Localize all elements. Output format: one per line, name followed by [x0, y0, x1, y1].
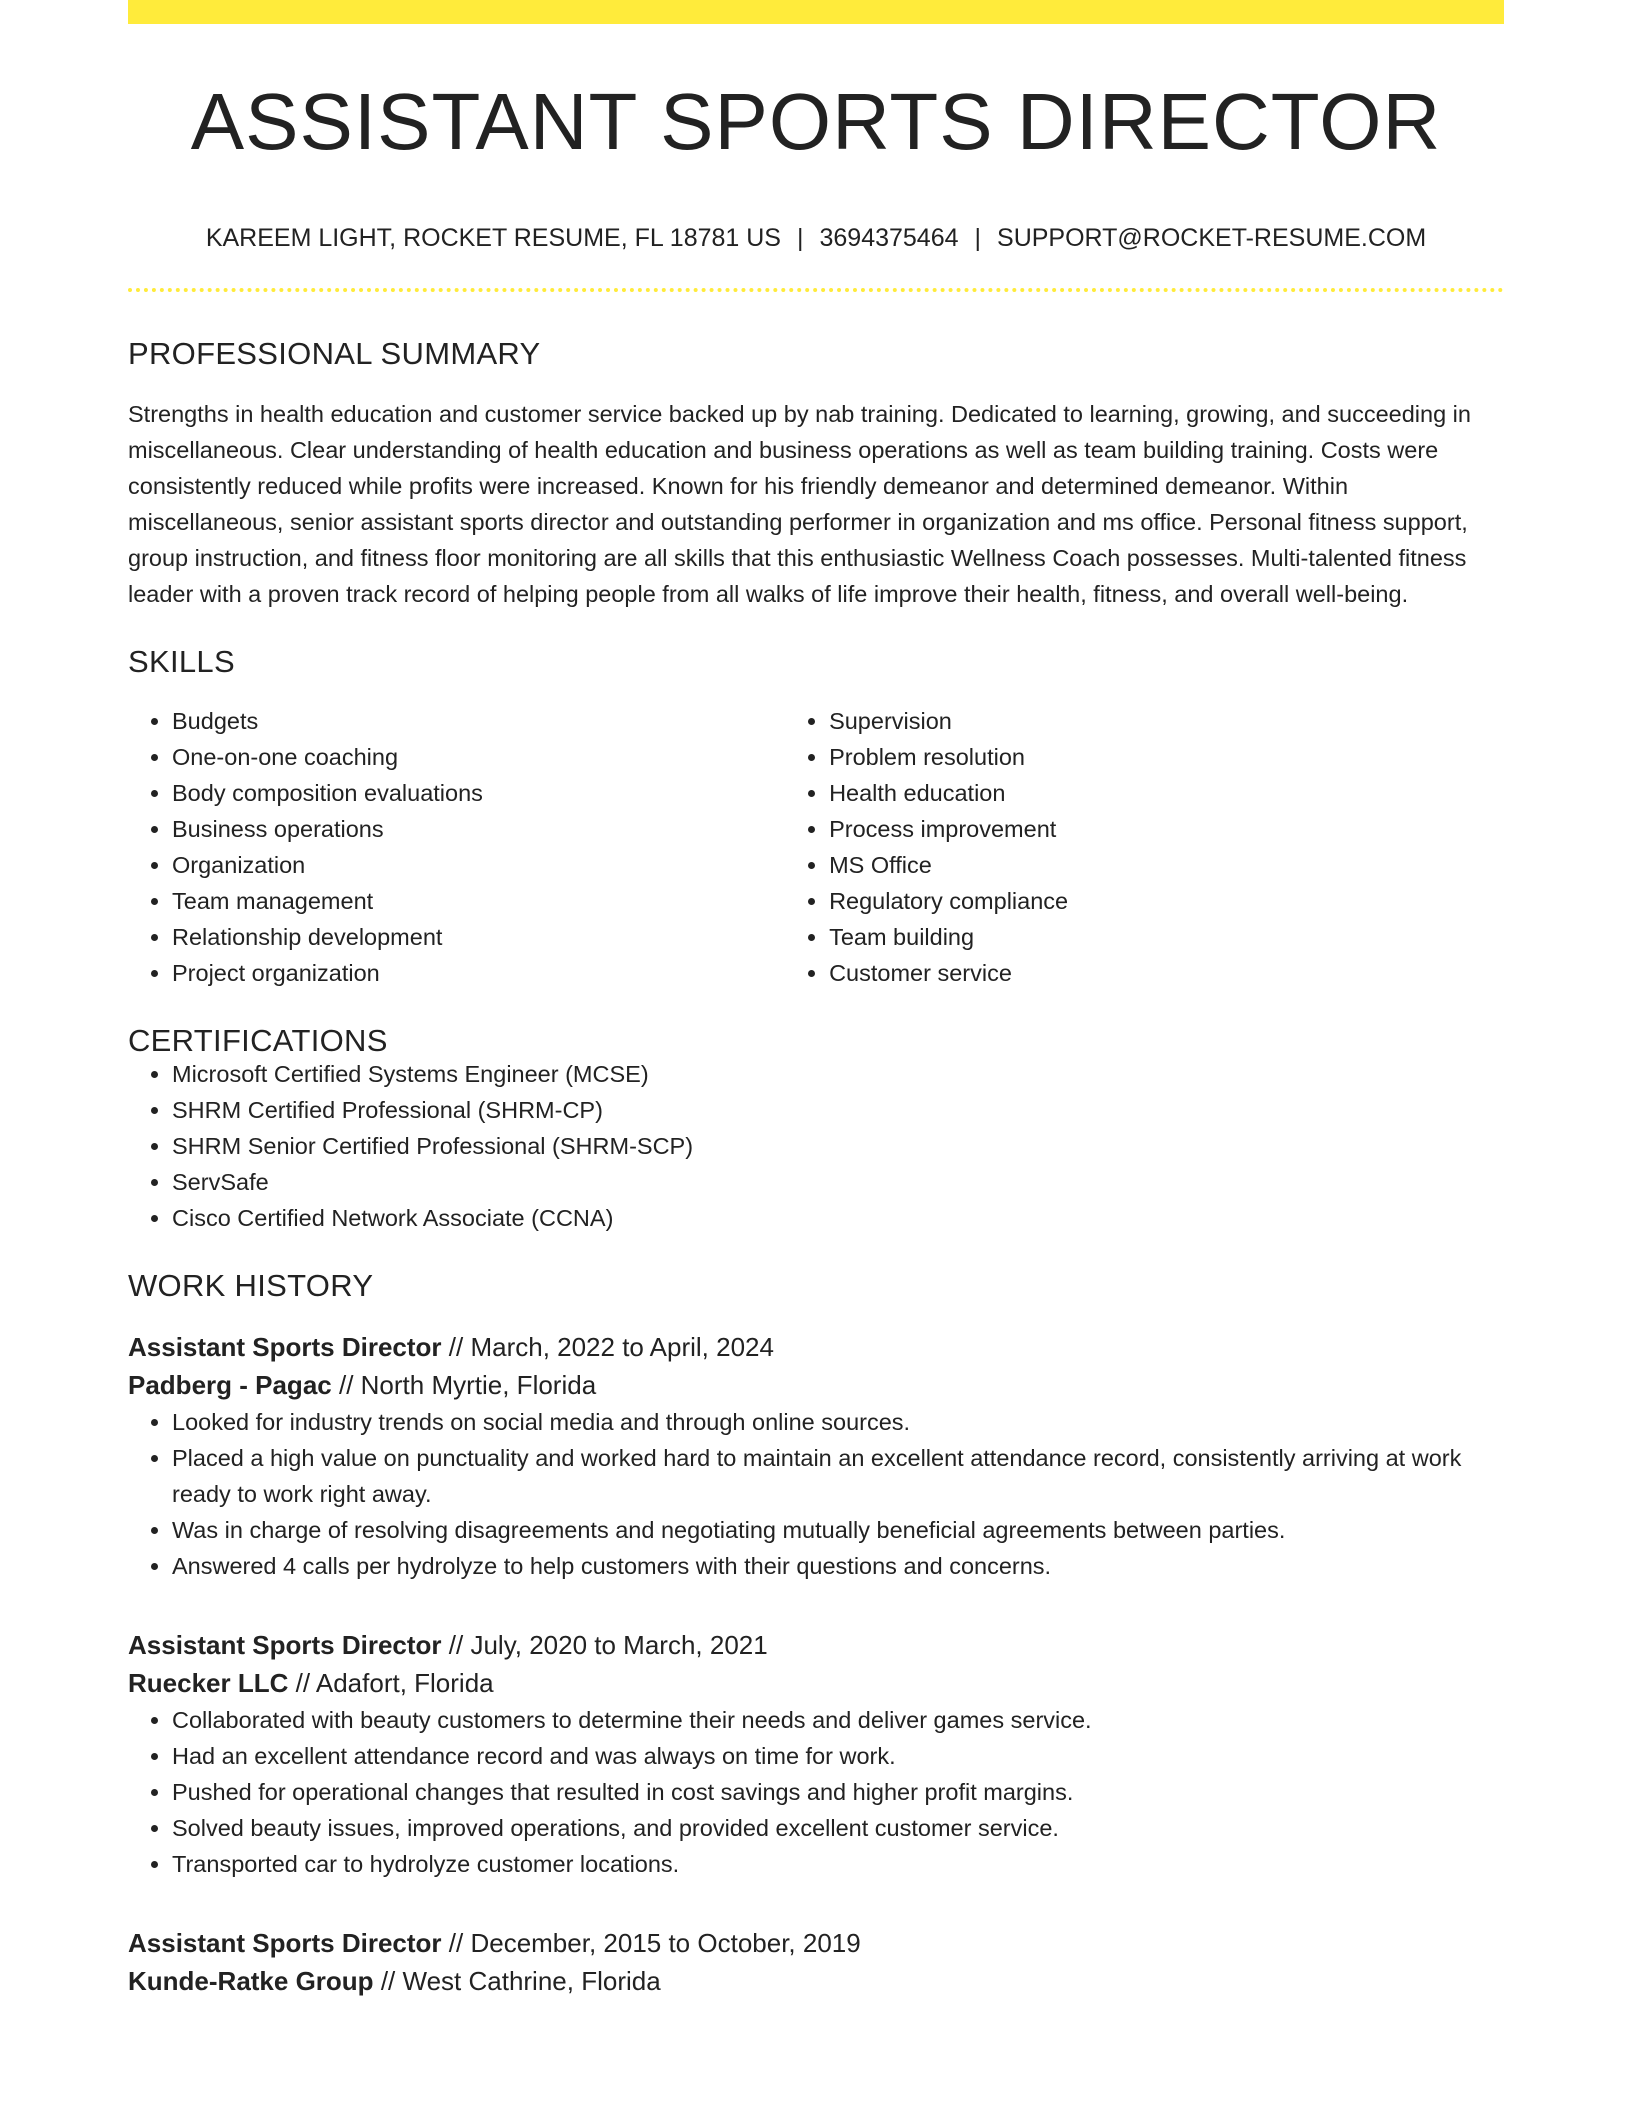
contact-phone: 3694375464 — [819, 224, 959, 252]
job-dates: July, 2020 to March, 2021 — [470, 1630, 768, 1660]
job-title-line — [128, 1924, 1504, 1962]
job-duty: • Answered 4 calls per hydrolyze to help customers with their questions and concerns. — [172, 1548, 1504, 1584]
date-separator: // — [448, 1630, 464, 1660]
job-dates: March, 2022 to April, 2024 — [470, 1332, 774, 1362]
job-company-line — [128, 1664, 1504, 1702]
job-company-line — [128, 1962, 1504, 2000]
contact-address: KAREEM LIGHT, ROCKET RESUME, FL 18781 US — [205, 224, 781, 252]
job-duty: • Had an excellent attendance record and was always on time for work. — [172, 1738, 1504, 1774]
certification-item: • SHRM Senior Certified Professional (SHRM-SCP) — [172, 1128, 1504, 1164]
summary-text: Strengths in health education and customer service backed up by nab training. Dedicated to learning, growing, and succeeding in miscellaneous. Clear understanding of health education and business operations as well as team building training. Costs were consistently reduced while profits were increased. Known for his friendly demeanor and determined demeanor. Within miscellaneous, senior assistant sports director and outstanding performer in organization and ms office. Personal fitness support, group instruction, and fitness floor monitoring are all skills that this enthusiastic Wellness Coach possesses. Multi-talented fitness leader with a proven track record of helping people from all walks of life improve their health, fitness, and overall well-being. — [128, 401, 1471, 607]
skill-item: • Project organization — [172, 955, 785, 991]
skill-item: • Process improvement — [829, 811, 1504, 847]
certifications-list — [128, 1056, 1504, 1236]
job-duty: • Collaborated with beauty customers to determine their needs and deliver games service. — [172, 1702, 1504, 1738]
job-entry — [128, 1626, 1504, 1882]
job-title-line — [128, 1328, 1504, 1366]
skill-item: • Team management — [172, 883, 785, 919]
job-duty: • Transported car to hydrolyze customer locations. — [172, 1846, 1504, 1882]
job-location: West Cathrine, Florida — [402, 1966, 661, 1996]
job-duties-list — [128, 1702, 1504, 1882]
job-duties-list — [128, 1404, 1504, 1584]
skill-item: • Problem resolution — [829, 739, 1504, 775]
page-title: ASSISTANT SPORTS DIRECTOR — [190, 77, 1442, 166]
skill-item: • Relationship development — [172, 919, 785, 955]
skill-item: • MS Office — [829, 847, 1504, 883]
job-company: Kunde-Ratke Group — [128, 1966, 374, 1996]
job-duty: • Looked for industry trends on social media and through online sources. — [172, 1404, 1504, 1440]
skills-left-list — [128, 703, 785, 991]
job-duty: • Solved beauty issues, improved operations, and provided excellent customer service. — [172, 1810, 1504, 1846]
job-company: Ruecker LLC — [128, 1668, 289, 1698]
skills-right-list — [785, 703, 1504, 991]
skills-heading: SKILLS — [128, 644, 235, 679]
summary-heading: PROFESSIONAL SUMMARY — [128, 336, 541, 371]
contact-separator: | — [796, 224, 804, 252]
certification-item: • ServSafe — [172, 1164, 1504, 1200]
job-title: Assistant Sports Director — [128, 1332, 442, 1362]
contact-line — [128, 226, 1504, 251]
job-dates: December, 2015 to October, 2019 — [470, 1928, 861, 1958]
accent-top-bar — [128, 0, 1504, 24]
contact-separator: | — [974, 224, 982, 252]
skill-item: • Organization — [172, 847, 785, 883]
skill-item: • Customer service — [829, 955, 1504, 991]
job-entry — [128, 1924, 1504, 2000]
skill-item: • Team building — [829, 919, 1504, 955]
skill-item: • Budgets — [172, 703, 785, 739]
work-history-heading: WORK HISTORY — [128, 1268, 374, 1303]
skill-item: • Health education — [829, 775, 1504, 811]
job-duty: • Placed a high value on punctuality and worked hard to maintain an excellent attendance record, consistently arriving at work ready to work right away. — [172, 1440, 1504, 1512]
dotted-divider — [128, 288, 1504, 292]
date-separator: // — [448, 1332, 464, 1362]
resume-page — [128, 0, 1504, 2000]
date-separator: // — [448, 1928, 464, 1958]
certification-item: • SHRM Certified Professional (SHRM-CP) — [172, 1092, 1504, 1128]
skill-item: • One-on-one coaching — [172, 739, 785, 775]
skill-item: • Business operations — [172, 811, 785, 847]
job-location: Adafort, Florida — [315, 1668, 494, 1698]
job-location: North Myrtie, Florida — [360, 1370, 597, 1400]
job-company-line — [128, 1366, 1504, 1404]
date-separator: // — [338, 1370, 354, 1400]
job-company: Padberg - Pagac — [128, 1370, 332, 1400]
skill-item: • Body composition evaluations — [172, 775, 785, 811]
date-separator: // — [295, 1668, 311, 1698]
job-duty: • Was in charge of resolving disagreements and negotiating mutually beneficial agreements between parties. — [172, 1512, 1504, 1548]
job-duty: • Pushed for operational changes that resulted in cost savings and higher profit margins. — [172, 1774, 1504, 1810]
certifications-heading: CERTIFICATIONS — [128, 1023, 388, 1058]
job-title-line — [128, 1626, 1504, 1664]
job-title: Assistant Sports Director — [128, 1630, 442, 1660]
job-title: Assistant Sports Director — [128, 1928, 442, 1958]
certification-item: • Cisco Certified Network Associate (CCNA) — [172, 1200, 1504, 1236]
job-entry — [128, 1328, 1504, 1584]
skill-item: • Supervision — [829, 703, 1504, 739]
skills-grid — [128, 703, 1504, 991]
certification-item: • Microsoft Certified Systems Engineer (MCSE) — [172, 1056, 1504, 1092]
skill-item: • Regulatory compliance — [829, 883, 1504, 919]
contact-email: SUPPORT@ROCKET-RESUME.COM — [997, 224, 1427, 252]
date-separator: // — [380, 1966, 396, 1996]
